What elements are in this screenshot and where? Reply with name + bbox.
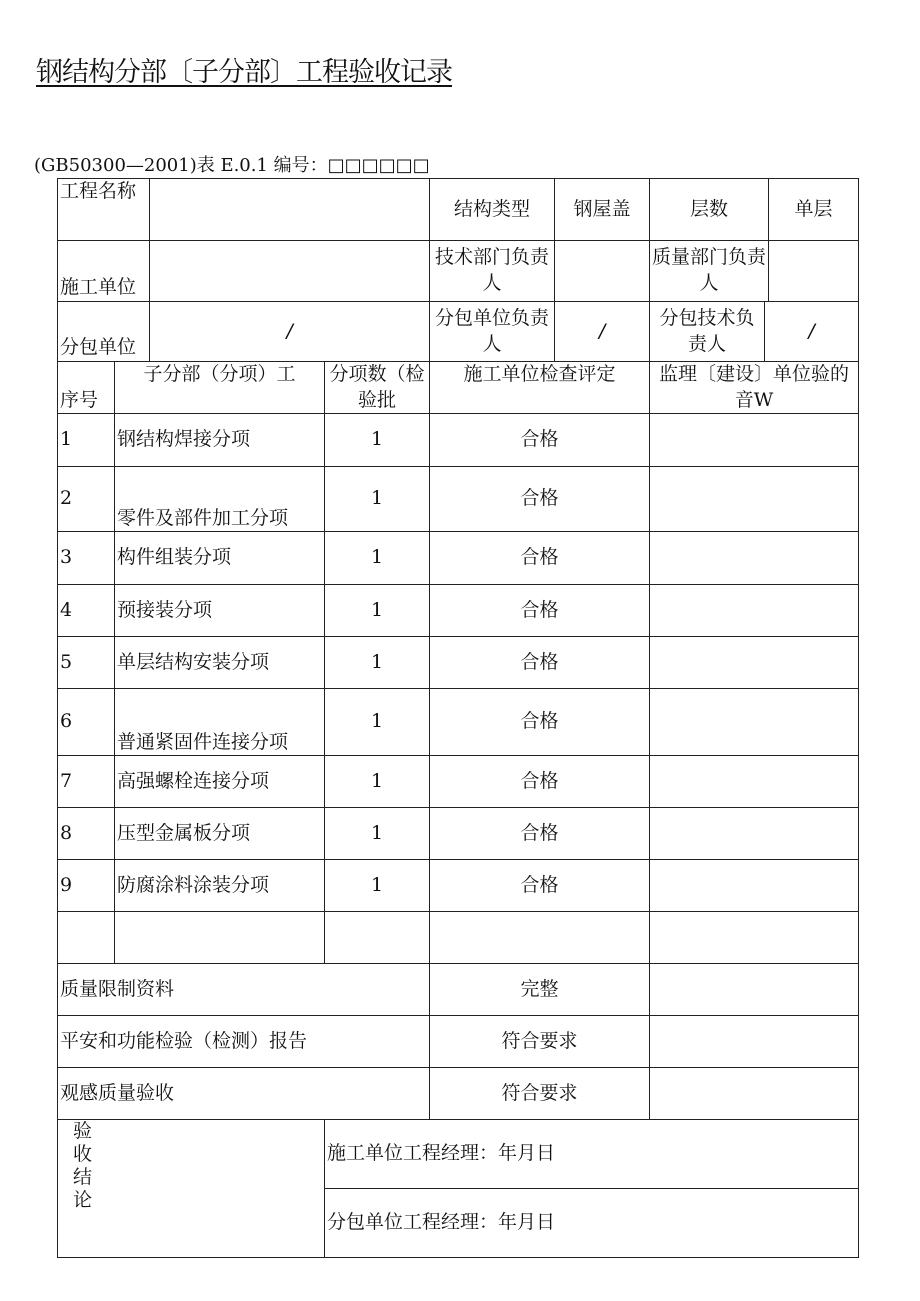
row-supervision[interactable]: [650, 860, 859, 912]
row-count[interactable]: 1: [325, 808, 430, 860]
table-row: [58, 756, 859, 808]
row-item-name: 构件组装分项: [115, 532, 325, 585]
col-selfcheck-header: 施工单位检查评定: [430, 362, 650, 414]
row-seq: [58, 912, 115, 964]
conclusion-label: 验收结论: [72, 1120, 92, 1211]
table-row: [58, 637, 859, 689]
project-name-label: 工程名称: [58, 179, 150, 241]
table-row: [58, 467, 859, 532]
sub-tech-head-label: 分包技术负责人: [650, 302, 765, 362]
col-count-header: 分项数（检验批: [325, 362, 430, 414]
quality-head-label: 质量部门负责人: [650, 241, 769, 302]
summary-label: 观感质量验收: [58, 1068, 430, 1120]
row-count[interactable]: 1: [325, 532, 430, 585]
summary-row: [58, 1068, 859, 1120]
structure-type-value[interactable]: 钢屋盖: [555, 179, 650, 241]
summary-supervision[interactable]: [650, 964, 859, 1016]
summary-label: 平安和功能检验（检测）报告: [58, 1016, 430, 1068]
row-count[interactable]: [325, 912, 430, 964]
sub-head-value[interactable]: /: [555, 302, 650, 362]
row-item-name: 单层结构安装分项: [115, 637, 325, 689]
row-supervision[interactable]: [650, 756, 859, 808]
table-row: [58, 414, 859, 467]
table-row: [58, 808, 859, 860]
row-supervision[interactable]: [650, 912, 859, 964]
subcontractor-label: 分包单位: [58, 302, 150, 362]
floors-value[interactable]: 单层: [769, 179, 859, 241]
table-row: [58, 585, 859, 637]
tech-head-value[interactable]: [555, 241, 650, 302]
row-supervision[interactable]: [650, 414, 859, 467]
row-result[interactable]: 合格: [430, 756, 650, 808]
row-seq: 7: [58, 756, 115, 808]
row-supervision[interactable]: [650, 637, 859, 689]
summary-result[interactable]: 符合要求: [430, 1016, 650, 1068]
sub-head-label: 分包单位负责人: [430, 302, 555, 362]
tech-head-label: 技术部门负责人: [430, 241, 555, 302]
row-result[interactable]: 合格: [430, 585, 650, 637]
quality-head-value[interactable]: [769, 241, 859, 302]
col-supervision-header: 监理〔建设〕单位验的音W: [650, 362, 859, 414]
row-seq: 1: [58, 414, 115, 467]
row-count[interactable]: 1: [325, 414, 430, 467]
row-count[interactable]: 1: [325, 689, 430, 756]
summary-result[interactable]: 符合要求: [430, 1068, 650, 1120]
row-result[interactable]: 合格: [430, 532, 650, 585]
floors-label: 层数: [650, 179, 769, 241]
row-item-name: 零件及部件加工分项: [115, 467, 325, 532]
construction-unit-label: 施工单位: [58, 241, 150, 302]
sub-tech-head-value[interactable]: /: [765, 302, 859, 362]
summary-row: [58, 964, 859, 1016]
conclusion-label-cell: [58, 1120, 325, 1258]
summary-row: [58, 1016, 859, 1068]
row-seq: 8: [58, 808, 115, 860]
row-result[interactable]: 合格: [430, 467, 650, 532]
row-seq: 9: [58, 860, 115, 912]
col-seq-header: 序号: [58, 362, 115, 414]
row-seq: 6: [58, 689, 115, 756]
conclusion-line-subcontractor[interactable]: 分包单位工程经理：年月日: [325, 1189, 859, 1258]
row-result[interactable]: 合格: [430, 414, 650, 467]
table-row: [58, 689, 859, 756]
row-seq: 5: [58, 637, 115, 689]
row-count[interactable]: 1: [325, 467, 430, 532]
row-supervision[interactable]: [650, 467, 859, 532]
row-result[interactable]: 合格: [430, 860, 650, 912]
row-item-name: 高强螺栓连接分项: [115, 756, 325, 808]
row-result[interactable]: 合格: [430, 808, 650, 860]
row-count[interactable]: 1: [325, 637, 430, 689]
summary-supervision[interactable]: [650, 1016, 859, 1068]
table-row: [58, 912, 859, 964]
row-item-name: [115, 912, 325, 964]
row-seq: 4: [58, 585, 115, 637]
row-supervision[interactable]: [650, 585, 859, 637]
row-supervision[interactable]: [650, 689, 859, 756]
table-row: [58, 532, 859, 585]
row-count[interactable]: 1: [325, 756, 430, 808]
form-code-line: (GB50300—2001)表 E.0.1 编号：□□□□□□: [34, 155, 430, 176]
page-title: 钢结构分部〔子分部〕工程验收记录: [36, 57, 452, 88]
row-count[interactable]: 1: [325, 860, 430, 912]
summary-label: 质量限制资料: [58, 964, 430, 1016]
subcontractor-value[interactable]: /: [150, 302, 430, 362]
col-item-header: 子分部（分项）工: [115, 362, 325, 414]
table-row: [58, 860, 859, 912]
row-supervision[interactable]: [650, 808, 859, 860]
row-item-name: 预接装分项: [115, 585, 325, 637]
project-name-value[interactable]: [150, 179, 430, 241]
summary-supervision[interactable]: [650, 1068, 859, 1120]
row-seq: 2: [58, 467, 115, 532]
row-item-name: 普通紧固件连接分项: [115, 689, 325, 756]
conclusion-line-contractor[interactable]: 施工单位工程经理：年月日: [325, 1120, 859, 1189]
row-item-name: 压型金属板分项: [115, 808, 325, 860]
acceptance-record-table: [57, 178, 859, 1258]
row-item-name: 防腐涂料涂装分项: [115, 860, 325, 912]
summary-result[interactable]: 完整: [430, 964, 650, 1016]
row-count[interactable]: 1: [325, 585, 430, 637]
row-result[interactable]: 合格: [430, 689, 650, 756]
row-supervision[interactable]: [650, 532, 859, 585]
row-result[interactable]: 合格: [430, 637, 650, 689]
row-result[interactable]: [430, 912, 650, 964]
row-seq: 3: [58, 532, 115, 585]
row-item-name: 钢结构焊接分项: [115, 414, 325, 467]
construction-unit-value[interactable]: [150, 241, 430, 302]
structure-type-label: 结构类型: [430, 179, 555, 241]
